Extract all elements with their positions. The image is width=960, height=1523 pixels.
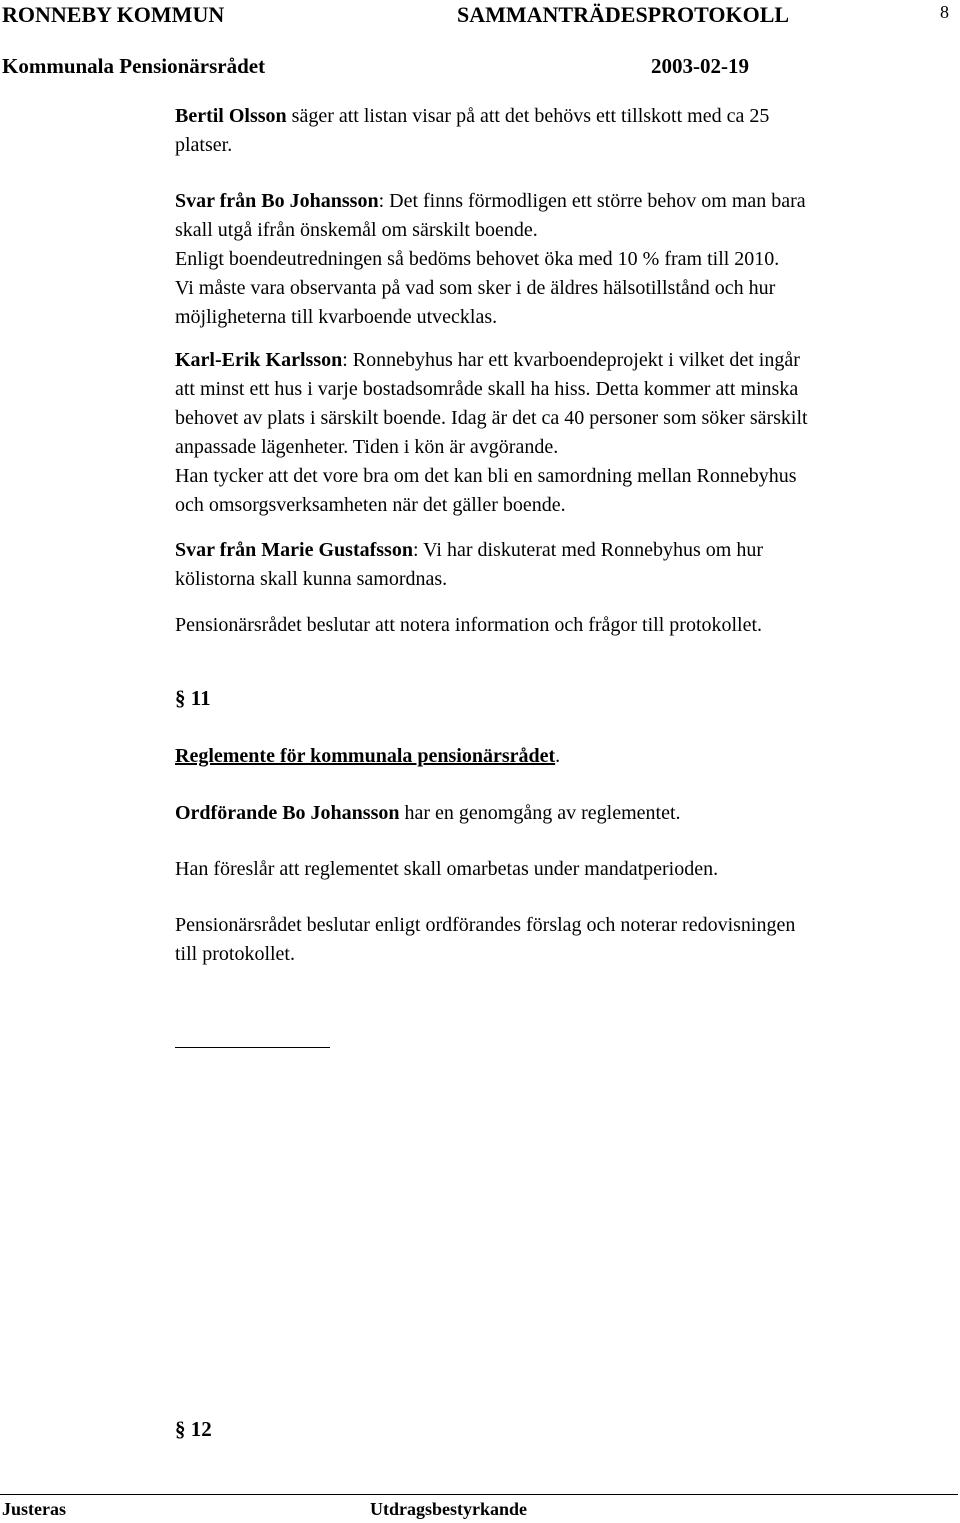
chair-review-paragraph [175, 799, 950, 828]
paragraph-text: Pensionärsrådet beslutar att notera information och frågor till protokollet. [175, 614, 763, 636]
paragraph-text: säger att listan visar på att det behövs ett tillskott med ca 25 [286, 105, 770, 127]
paragraph-text: Han tycker att det vore bra om det kan bli en samordning mellan Ronnebyhus [175, 465, 797, 487]
paragraph-text: Pensionärsrådet beslutar enligt ordförandes förslag och noterar redovisningen [175, 914, 796, 936]
section-title-period: . [555, 745, 561, 767]
paragraph-bo-johansson [175, 187, 950, 332]
paragraph-text: platser. [175, 134, 233, 156]
paragraph-text: : Vi har diskuterat med Ronnebyhus om hur [412, 539, 764, 561]
paragraph-text: kölistorna skall kunna samordnas. [175, 568, 448, 590]
meeting-date: 2003-02-19 [651, 54, 749, 78]
footer-utdragsbestyrkande: Utdragsbestyrkande [370, 1499, 528, 1519]
speaker-name: Ordförande Bo Johansson [175, 802, 400, 824]
proposal-paragraph [175, 855, 950, 884]
decision-paragraph [175, 611, 950, 640]
speaker-name: Bertil Olsson [175, 105, 287, 127]
paragraph-text: : Ronnebyhus har ett kvarboendeprojekt i vilket det ingår [342, 349, 800, 371]
speaker-name: Svar från Marie Gustafsson [175, 539, 413, 561]
paragraph-text: till protokollet. [175, 943, 295, 965]
paragraph-marie-gustafsson [175, 536, 950, 594]
paragraph-text: att minst ett hus i varje bostadsområde skall ha hiss. Detta kommer att minska [175, 378, 799, 400]
separator-line [175, 1047, 330, 1048]
section-title-text: Reglemente för kommunala pensionärsrådet [175, 745, 556, 767]
section-12-heading: § 12 [175, 1417, 212, 1441]
paragraph-text: Han föreslår att reglementet skall omarbetas under mandatperioden. [175, 858, 719, 880]
paragraph-bertil-olsson [175, 102, 950, 160]
paragraph-text: behovet av plats i särskilt boende. Idag är det ca 40 personer som söker särskilt [175, 407, 808, 429]
paragraph-text: : Det finns förmodligen ett större behov om man bara [378, 190, 806, 212]
paragraph-text: har en genomgång av reglementet. [399, 802, 681, 824]
speaker-name: Svar från Bo Johansson [175, 190, 379, 212]
speaker-name: Karl-Erik Karlsson [175, 349, 343, 371]
section-11-decision [175, 911, 950, 969]
paragraph-text: anpassade lägenheter. Tiden i kön är avgörande. [175, 436, 559, 458]
paragraph-text: Vi måste vara observanta på vad som sker i de äldres hälsotillstånd och hur [175, 277, 776, 299]
section-11-heading: § 11 [175, 686, 211, 710]
paragraph-karl-erik-karlsson [175, 346, 950, 520]
page-number: 8 [940, 2, 949, 22]
document-type: SAMMANTRÄDESPROTOKOLL [457, 2, 790, 27]
section-11-title [175, 742, 950, 771]
paragraph-text: möjligheterna till kvarboende utvecklas. [175, 306, 498, 328]
council-name: Kommunala Pensionärsrådet [2, 54, 266, 78]
org-name: RONNEBY KOMMUN [2, 2, 225, 27]
paragraph-text: och omsorgsverksamheten när det gäller boende. [175, 494, 566, 516]
paragraph-text: skall utgå ifrån önskemål om särskilt boende. [175, 219, 538, 241]
footer-justeras: Justeras [2, 1499, 66, 1519]
paragraph-text: Enligt boendeutredningen så bedöms behovet öka med 10 % fram till 2010. [175, 248, 780, 270]
footer-rule [0, 1494, 958, 1495]
